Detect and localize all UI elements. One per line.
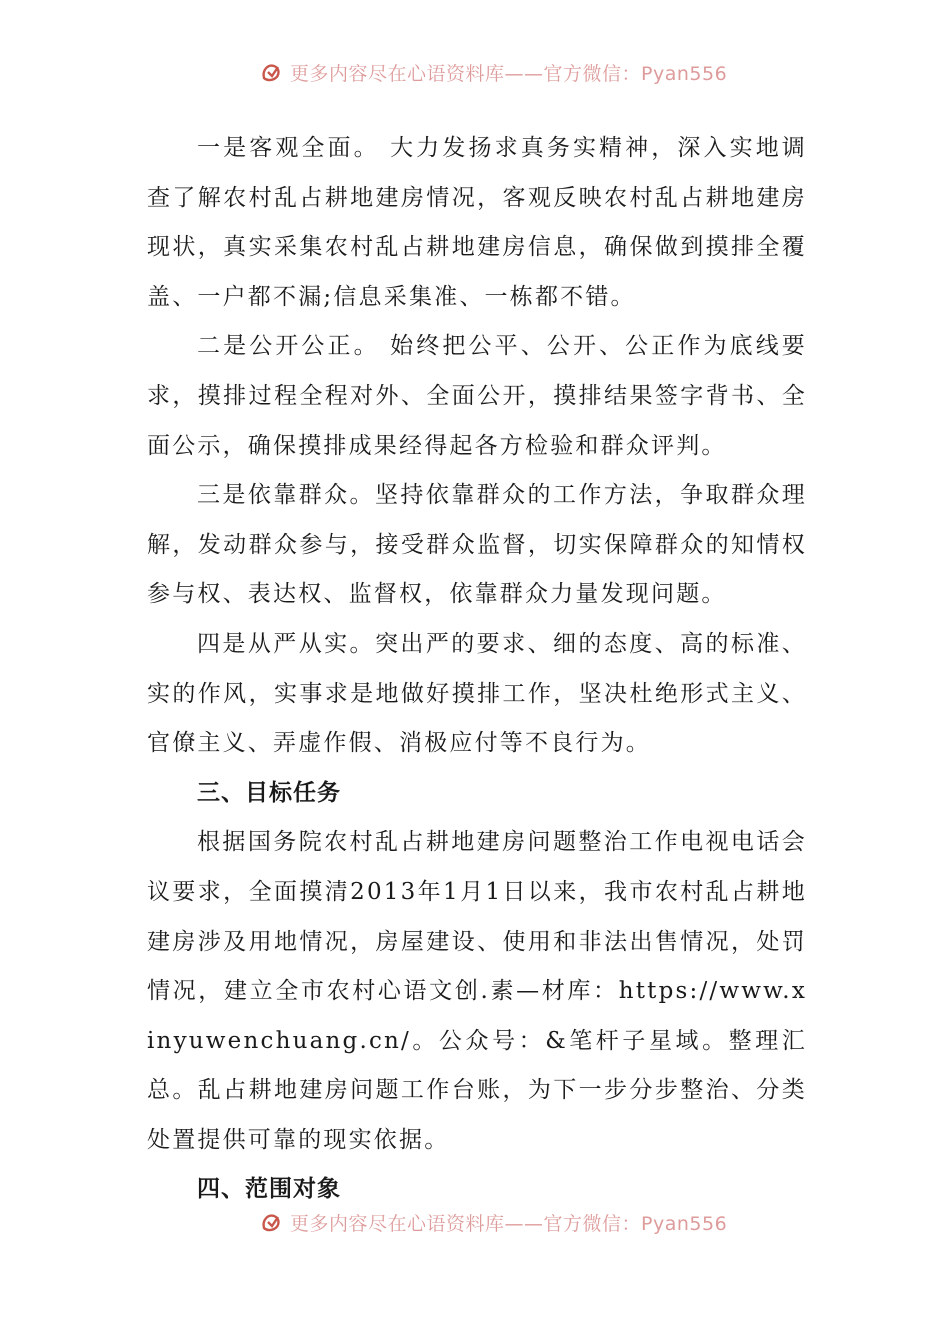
paragraph-strict-practical xyxy=(147,620,807,769)
paragraph-lead: 三是依靠群众。 xyxy=(197,482,375,509)
paragraph-rely-on-masses xyxy=(147,471,807,620)
paragraph-body: 始终把公平、公开、公正作为底线要求，摸排过程全程对外、全面公开，摸排结果签字背书、全面公示，确保摸排成果经得起各方检验和群众评判。 xyxy=(147,333,807,459)
section-heading-scope: 四、范围对象 xyxy=(197,1176,341,1203)
header-watermark xyxy=(258,58,727,86)
watermark-logo-icon xyxy=(258,1208,286,1236)
paragraph-lead: 一是客观全面。 xyxy=(197,135,380,161)
watermark-logo-icon xyxy=(258,58,286,86)
paragraph-targets: 根据国务院农村乱占耕地建房问题整治工作电视电话会议要求，全面摸清2013年1月1日以来，我市农村乱占耕地建房涉及用地情况，房屋建设、使用和非法出售情况，处罚情况，建立全市农村心语文创.素—材库：https://www.xinyuwenchuang.cn/。公众号：&笔杆子星域。整理汇总。乱占耕地建房问题工作台账，为下一步分步整治、分类处置提供可靠的现实依据。 xyxy=(147,829,807,1153)
paragraph-lead: 二是公开公正。 xyxy=(197,333,380,360)
paragraph-open-fair xyxy=(147,322,807,471)
paragraph-lead: 四是从严从实。 xyxy=(197,630,375,657)
footer-watermark xyxy=(258,1208,727,1236)
document-body xyxy=(147,124,807,1215)
paragraph-body: 坚持依靠群众的工作方法，争取群众理解，发动群众参与，接受群众监督，切实保障群众的知情权参与权、表达权、监督权，依靠群众力量发现问题。 xyxy=(147,482,807,608)
section-heading-targets: 三、目标任务 xyxy=(197,779,341,806)
paragraph-body: 突出严的要求、细的态度、高的标准、实的作风，实事求是地做好摸排工作，坚决杜绝形式主义、官僚主义、弄虚作假、消极应付等不良行为。 xyxy=(147,630,807,757)
watermark-text: 更多内容尽在心语资料库——官方微信：Pyan556 xyxy=(290,1212,728,1235)
paragraph-objective-comprehensive xyxy=(147,124,807,322)
paragraph-body: 大力发扬求真务实精神，深入实地调查了解农村乱占耕地建房情况，客观反映农村乱占耕地建房现状，真实采集农村乱占耕地建房信息，确保做到摸排全覆盖、一户都不漏;信息采集准、一栋都不错。 xyxy=(147,135,807,310)
watermark-text: 更多内容尽在心语资料库——官方微信：Pyan556 xyxy=(290,62,728,85)
